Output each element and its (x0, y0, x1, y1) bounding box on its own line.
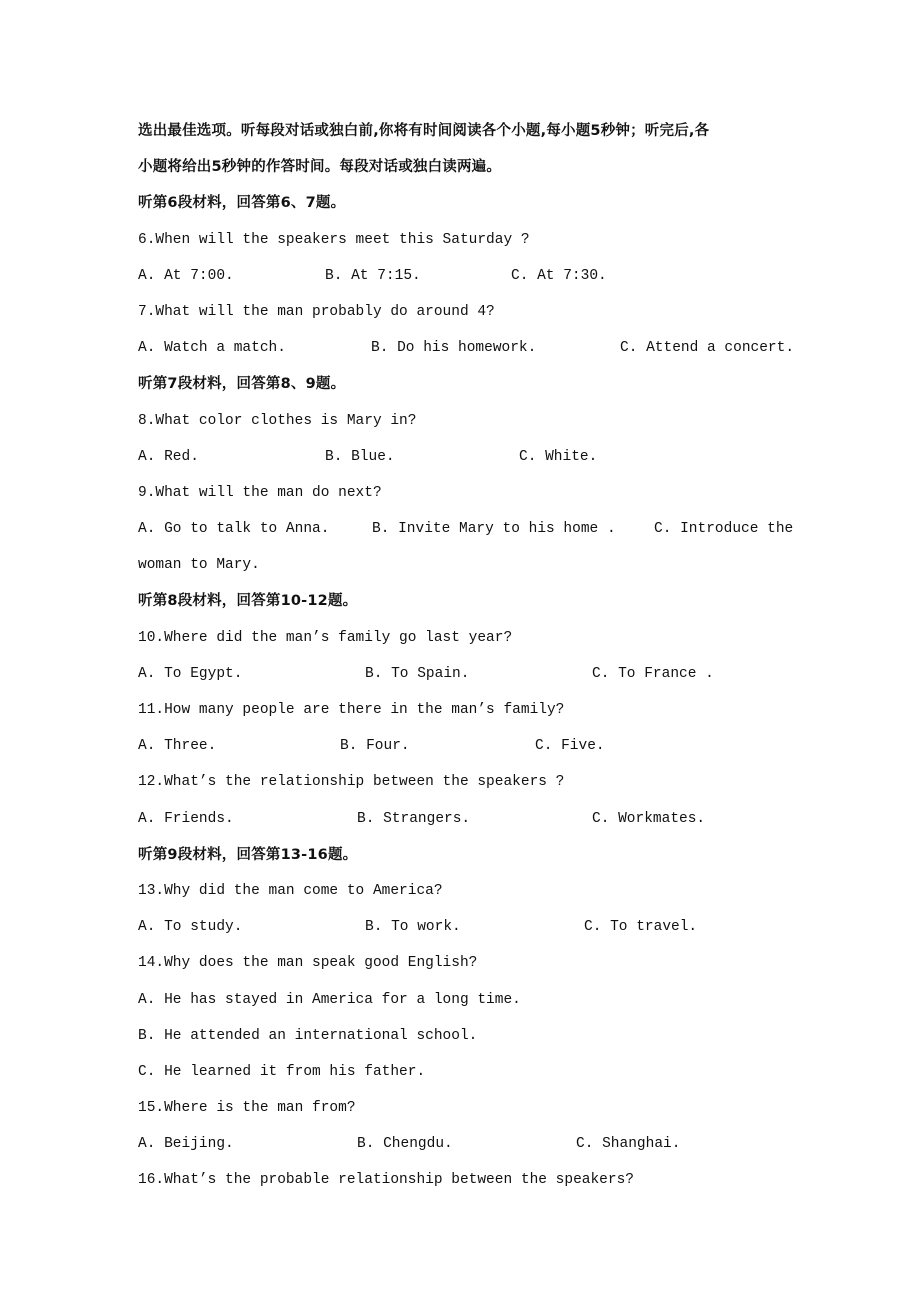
option-row (138, 909, 788, 945)
option-row (138, 1126, 788, 1162)
instruction-line-1: 选出最佳选项。听每段对话或独白前,你将有时间阅读各个小题,每小题5秒钟；听完后,各 (138, 123, 710, 139)
option-b: B. Strangers. (357, 810, 471, 827)
option-row (138, 439, 788, 475)
option-a: A. To Egypt. (138, 665, 243, 682)
option-c: C. He learned it from his father. (138, 1063, 426, 1080)
option-c: C. White. (519, 448, 598, 465)
section-heading: 听第7段材料，回答第8、9题。 (138, 376, 346, 393)
option-a: A. Red. (138, 448, 199, 465)
option-b: B. Do his homework. (371, 340, 537, 357)
option-b: B. To Spain. (365, 665, 470, 682)
option-b: B. At 7:15. (325, 267, 421, 284)
option-a: A. Three. (138, 738, 217, 755)
option-c: C. Shanghai. (576, 1136, 681, 1153)
question-stem: 8.What color clothes is Mary in? (138, 412, 417, 429)
option-b: B. He attended an international school. (138, 1027, 478, 1044)
option-row (138, 728, 788, 764)
question-stem: 15.Where is the man from? (138, 1100, 356, 1117)
option-b: B. Invite Mary to his home . (372, 521, 616, 538)
option-a: A. Go to talk to Anna. (138, 521, 330, 538)
instruction-line-2: 小题将给出5秒钟的作答时间。每段对话或独白读两遍。 (138, 159, 502, 176)
option-row (138, 801, 788, 837)
option-b: B. To work. (365, 919, 461, 936)
section-heading: 听第9段材料，回答第13-16题。 (138, 846, 358, 863)
option-c: C. At 7:30. (511, 267, 607, 284)
question-stem: 13.Why did the man come to America? (138, 882, 443, 899)
option-c: C. To France . (592, 665, 714, 682)
option-a: A. At 7:00. (138, 267, 234, 284)
option-c: C. To travel. (584, 919, 698, 936)
option-b: B. Four. (340, 738, 410, 755)
option-row (138, 258, 788, 294)
option-a: A. Watch a match. (138, 340, 286, 357)
option-row (138, 330, 795, 366)
option-row (138, 656, 788, 692)
option-c: C. Attend a concert. (620, 340, 795, 357)
option-row (138, 511, 794, 547)
option-a: A. To study. (138, 919, 243, 936)
question-stem: 14.Why does the man speak good English? (138, 955, 478, 972)
option-b: B. Blue. (325, 448, 395, 465)
question-stem: 6.When will the speakers meet this Saturday ? (138, 231, 530, 248)
section-heading: 听第8段材料，回答第10-12题。 (138, 593, 358, 610)
question-stem: 10.Where did the man’s family go last year? (138, 629, 513, 646)
question-stem: 11.How many people are there in the man’s family? (138, 702, 565, 718)
option-continuation: woman to Mary. (138, 557, 260, 574)
option-c: C. Introduce the (654, 521, 794, 538)
option-a: A. He has stayed in America for a long time. (138, 991, 521, 1008)
section-heading: 听第6段材料，回答第6、7题。 (138, 195, 346, 212)
question-stem: 7.What will the man probably do around 4? (138, 303, 495, 320)
option-c: C. Five. (535, 738, 605, 755)
option-a: A. Beijing. (138, 1136, 234, 1153)
option-a: A. Friends. (138, 810, 234, 827)
listening-section (138, 113, 795, 1199)
option-b: B. Chengdu. (357, 1136, 453, 1153)
question-stem: 12.What’s the relationship between the speakers ? (138, 774, 565, 791)
option-c: C. Workmates. (592, 810, 706, 827)
question-stem: 9.What will the man do next? (138, 484, 382, 501)
question-stem: 16.What’s the probable relationship between the speakers? (138, 1172, 634, 1189)
